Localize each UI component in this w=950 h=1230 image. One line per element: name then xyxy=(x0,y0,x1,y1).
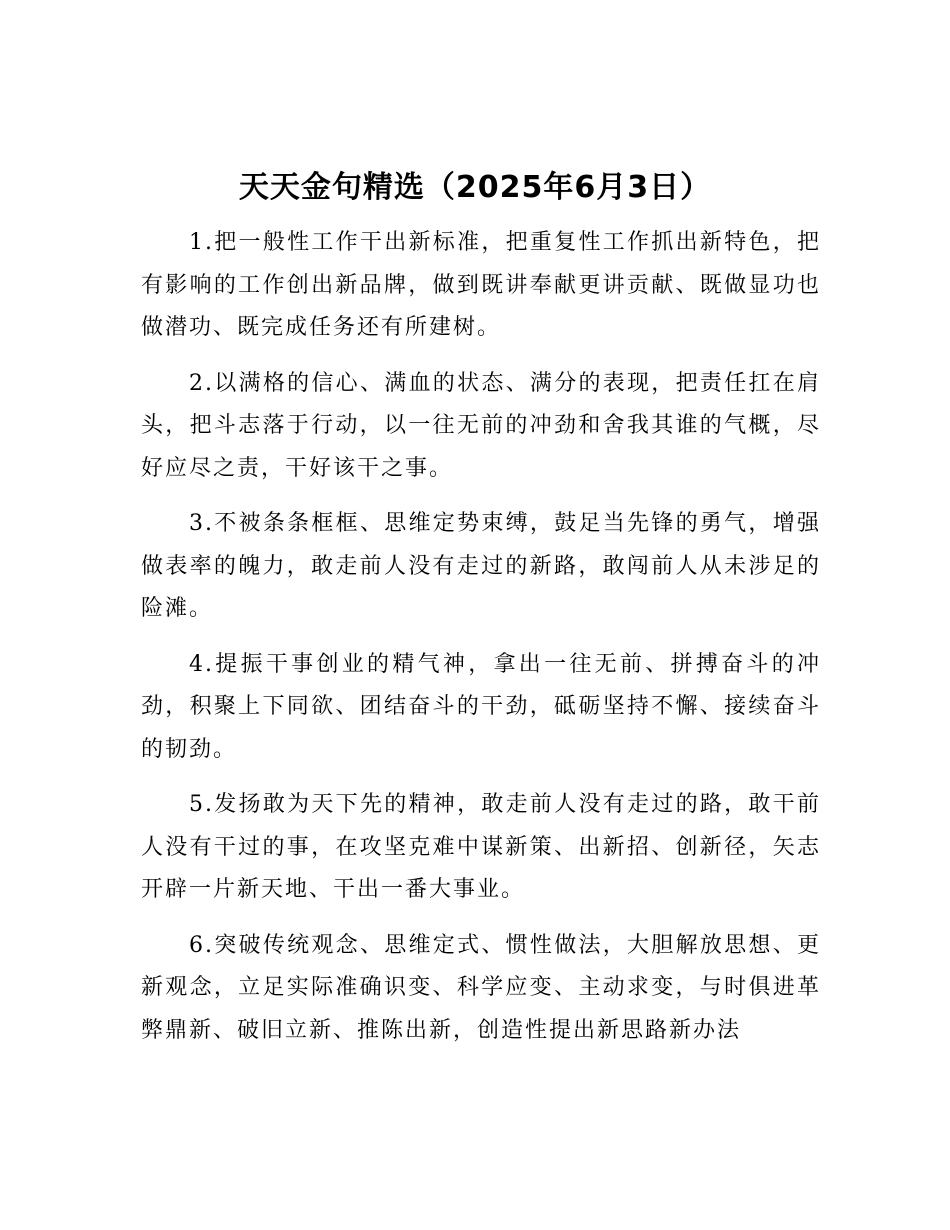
paragraph-6: 6.突破传统观念、思维定式、惯性做法，大胆解放思想、更新观念，立足实际准确识变、科学应变、主动求变，与时俱进革弊鼎新、破旧立新、推陈出新，创造性提出新思路新办法 xyxy=(141,932,821,1043)
document-title: 天天金句精选（2025年6月3日） xyxy=(238,170,712,205)
paragraph-4: 4.提振干事创业的精气神，拿出一往无前、拼搏奋斗的冲劲，积聚上下同欲、团结奋斗的干劲，砥砺坚持不懈、接续奋斗的韧劲。 xyxy=(141,651,821,762)
paragraph-2: 2.以满格的信心、满血的状态、满分的表现，把责任扛在肩头，把斗志落于行动，以一往无前的冲劲和舍我其谁的气概，尽好应尽之责，干好该干之事。 xyxy=(141,370,821,481)
paragraph-3: 3.不被条条框框、思维定势束缚，鼓足当先锋的勇气，增强做表率的魄力，敢走前人没有走过的新路，敢闯前人从未涉足的险滩。 xyxy=(141,511,821,621)
document-body xyxy=(141,222,821,1065)
paragraph-1: 1.把一般性工作干出新标准，把重复性工作抓出新特色，把有影响的工作创出新品牌，做到既讲奉献更讲贡献、既做显功也做潜功、既完成任务还有所建树。 xyxy=(141,230,821,340)
paragraph-5: 5.发扬敢为天下先的精神，敢走前人没有走过的路，敢干前人没有干过的事，在攻坚克难中谋新策、出新招、创新径，矢志开辟一片新天地、干出一番大事业。 xyxy=(141,792,821,902)
